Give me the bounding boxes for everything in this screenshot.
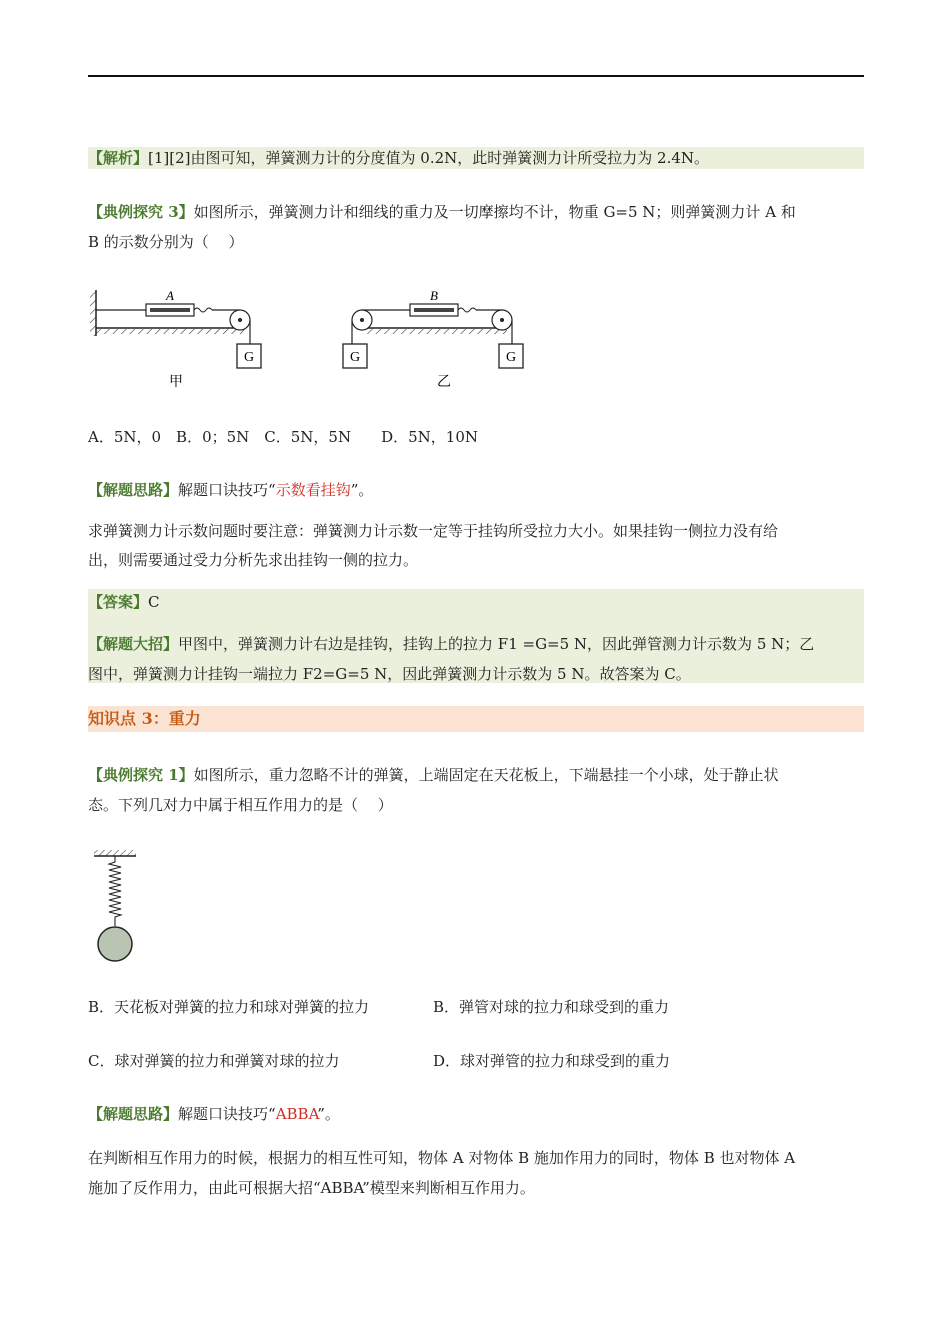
example1-option-c: C．球对弹簧的拉力和弹簧对球的拉力 [88, 1052, 340, 1070]
example3-explain-1: 求弹簧测力计示数问题时要注意：弹簧测力计示数一定等于挂钩所受拉力大小。如果挂钩一侧拉力没有给 [88, 522, 779, 540]
example1-line1 [88, 764, 779, 786]
hanging-spring-figure [92, 848, 142, 966]
thinking-post-2: ”。 [317, 1105, 340, 1123]
example1-option-b: B．天花板对弹簧的拉力和球对弹簧的拉力 [88, 998, 370, 1016]
method-tag: 【解题大招】 [88, 635, 179, 653]
example1-option-d: D．球对弹管的拉力和球受到的重力 [433, 1052, 671, 1070]
label-b: B [430, 288, 438, 303]
ball [98, 927, 132, 961]
example1-thinking [88, 1103, 340, 1125]
weight-label-yi-left: G [349, 350, 361, 365]
thinking-key: 示数看挂钩 [275, 481, 351, 499]
example3-question-1: 如图所示，弹簧测力计和细线的重力及一切摩擦均不计，物重 G=5 N；则弹簧测力计 A 和 [193, 203, 796, 221]
example1-tag: 【典例探究 1】 [88, 766, 194, 784]
example3-explain-2: 出，则需要通过受力分析先求出挂钩一侧的拉力。 [88, 551, 419, 569]
method-text-1: 甲图中，弹簧测力计右边是挂钩，挂钩上的拉力 F1 =G=5 N，因此弹管测力计示数为 5 N；乙 [178, 635, 815, 653]
table-hatch-yi [363, 329, 507, 334]
example1-question-1: 如图所示，重力忽略不计的弹簧，上端固定在天花板上，下端悬挂一个小球，处于静止状 [193, 766, 779, 784]
example1-option-b2: B．弹管对球的拉力和球受到的重力 [433, 998, 670, 1016]
thinking-post: ”。 [350, 481, 374, 499]
label-a: A [166, 288, 174, 303]
spring [109, 856, 121, 926]
answer-value: C [148, 593, 160, 611]
thinking-key-2: ABBA [275, 1105, 318, 1123]
example3-tag: 【典例探究 3】 [88, 203, 194, 221]
table-hatch-jia [96, 329, 244, 334]
thinking-pre-2: 解题口诀技巧“ [178, 1105, 276, 1123]
caption-yi: 乙 [437, 375, 451, 390]
wall-hatch [90, 290, 96, 336]
thinking-tag-2: 【解题思路】 [88, 1105, 179, 1123]
spring-scale-figure [88, 282, 538, 394]
example1-line2: 态。下列几对力中属于相互作用力的是（ ） [88, 796, 393, 814]
ceiling-hatch [94, 850, 136, 856]
example3-options: A．5N，0 B．0；5N C．5N，5N D．5N，10N [88, 428, 479, 446]
example1-explain-1: 在判断相互作用力的时候，根据力的相互性可知，物体 A 对物体 B 施加作用力的同时，物体 B 也对物体 A [88, 1149, 796, 1167]
thinking-tag: 【解题思路】 [88, 481, 179, 499]
weight-label-jia: G [243, 350, 255, 365]
method-line2: 图中，弹簧测力计挂钩一端拉力 F2=G=5 N，因此弹簧测力计示数为 5 N。故答案为 C。 [88, 665, 691, 683]
knowledge-point-heading: 知识点 3：重力 [88, 706, 864, 732]
example1-explain-2: 施加了反作用力，由此可根据大招“ABBA”模型来判断相互作用力。 [88, 1179, 535, 1197]
analysis-line [88, 147, 864, 169]
thinking-pre: 解题口诀技巧“ [178, 481, 276, 499]
example3-line2: B 的示数分别为（ ） [88, 233, 244, 251]
figure-jia [90, 288, 261, 390]
answer-line [88, 591, 160, 613]
example3-line1 [88, 201, 796, 223]
answer-tag: 【答案】 [88, 593, 149, 611]
method-line1 [88, 633, 814, 655]
figure-yi [343, 288, 523, 390]
analysis-tag: 【解析】 [88, 149, 149, 167]
caption-jia: 甲 [169, 375, 183, 390]
analysis-text: [1][2]由图可知，弹簧测力计的分度值为 0.2N，此时弹簧测力计所受拉力为 2.4N。 [148, 149, 710, 167]
header-rule [88, 75, 864, 77]
weight-label-yi-right: G [505, 350, 517, 365]
example3-thinking [88, 479, 373, 501]
